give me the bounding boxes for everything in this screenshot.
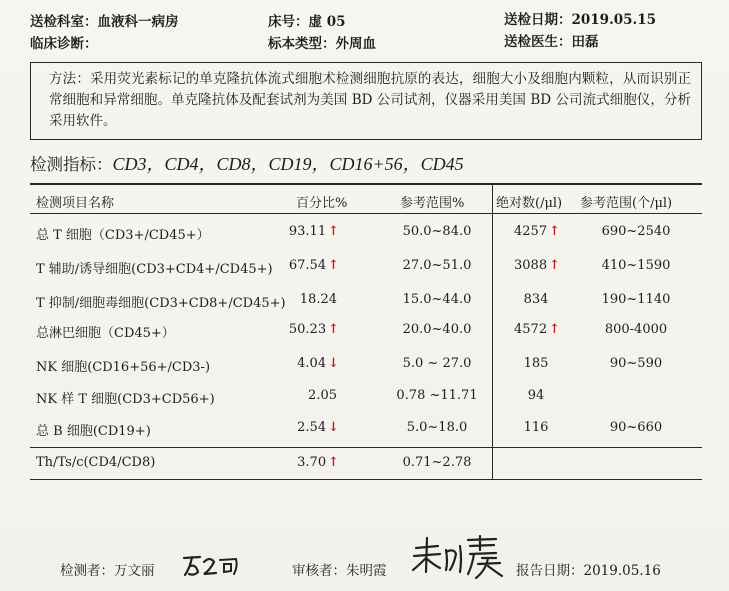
dept-field	[30, 10, 179, 30]
absolute-value: 116	[523, 420, 549, 435]
flag-up-icon: ↑	[328, 322, 339, 337]
sample-label: 标本类型：	[268, 36, 336, 52]
bed-label: 床号：	[268, 14, 309, 30]
row-name: T 辅助/诱导细胞(CD3+CD4+/CD45+)	[36, 262, 273, 277]
percent-value: 67.54	[288, 258, 327, 273]
absolute-value: 94	[527, 388, 545, 403]
header-item-name: 检测项目名称	[36, 196, 115, 211]
absolute-value: 185	[523, 356, 549, 371]
table-header-rule	[30, 213, 702, 214]
row-name: T 抑制/细胞毒细胞(CD3+CD8+/CD45+)	[36, 296, 286, 311]
ratio-value: 3.70	[297, 455, 327, 470]
row-reference: 20.0~40.0	[402, 322, 472, 337]
row-reference: 0.78 ~11.71	[396, 388, 478, 403]
report-date-field	[516, 559, 661, 579]
doctor-value: 田磊	[571, 34, 599, 50]
row-reference: 5.0~18.0	[406, 420, 468, 435]
percent-value: 2.05	[308, 388, 337, 403]
report-date-label: 报告日期：	[516, 563, 584, 579]
send-date-value: 2019.05.15	[571, 12, 657, 28]
row-name: NK 细胞(CD16+56+/CD3-)	[36, 360, 211, 375]
row-reference: 15.0~44.0	[402, 292, 472, 307]
absolute-value: 4572	[514, 322, 548, 337]
row-percent	[277, 356, 339, 371]
percent-value: 18.24	[299, 292, 337, 307]
flag-up-icon: ↑	[328, 258, 339, 273]
row-name: NK 样 T 细胞(CD3+CD56+)	[36, 392, 215, 407]
table-bottom-rule	[30, 479, 702, 480]
method-box	[30, 62, 702, 140]
table-top-rule	[30, 183, 702, 185]
ratio-percent	[277, 455, 339, 470]
bed-value: 虚 05	[308, 14, 346, 30]
ratio-reference: 0.71~2.78	[402, 455, 472, 470]
percent-value: 2.54	[297, 420, 327, 435]
header-reference: 参考范围%	[400, 196, 465, 211]
flag-up-icon: ↑	[549, 224, 560, 239]
flag-up-icon: ↑	[328, 455, 339, 470]
row-absolute	[500, 356, 574, 371]
flag-up-icon: ↑	[549, 322, 560, 337]
flag-down-icon: ↓	[328, 356, 339, 371]
row-absolute-reference: 90~660	[609, 420, 663, 435]
row-absolute	[500, 292, 574, 307]
row-absolute	[500, 224, 574, 239]
row-absolute	[500, 420, 574, 435]
row-reference: 50.0~84.0	[402, 224, 472, 239]
indicator-codes: CD3，CD4，CD8，CD19，CD16+56，CD45	[112, 154, 464, 174]
reviewer-label: 审核者：	[292, 563, 346, 579]
flag-up-icon: ↑	[328, 224, 339, 239]
row-percent	[277, 388, 339, 403]
tester-label: 检测者：	[60, 563, 114, 579]
sample-value: 外周血	[335, 36, 376, 52]
row-absolute-reference: 800-4000	[604, 322, 668, 337]
row-percent	[277, 224, 339, 239]
reviewer-field	[292, 559, 387, 579]
row-absolute-reference: 90~590	[609, 356, 663, 371]
absolute-value: 3088	[514, 258, 548, 273]
report-date-value: 2019.05.16	[583, 563, 661, 579]
send-date-field	[504, 8, 656, 28]
table-ratio-rule	[30, 447, 702, 448]
row-reference: 5.0 ~ 27.0	[402, 356, 472, 371]
header-percent: 百分比%	[296, 196, 348, 211]
row-absolute-reference: 690~2540	[601, 224, 671, 239]
method-text: 方法：采用荧光素标记的单克隆抗体流式细胞术检测细胞抗原的表达，细胞大小及细胞内颗粒，从而识别正常细胞和异常细胞。单克隆抗体及配套试剂为美国 BD 公司试剂，仪器采用美国 BD 公司流式细胞仪，分析采用软件。	[49, 71, 691, 129]
dept-label: 送检科室：	[30, 14, 98, 30]
row-name: 总淋巴细胞（CD45+）	[36, 326, 175, 341]
dept-value: 血液科一病房	[97, 14, 179, 30]
flag-up-icon: ↑	[549, 258, 560, 273]
row-percent	[277, 258, 339, 273]
header-absolute: 绝对数(/μl)	[496, 196, 563, 211]
indicator-label: 检测指标：	[30, 155, 113, 174]
absolute-value: 834	[523, 292, 549, 307]
row-name: 总 B 细胞(CD19+)	[36, 424, 151, 439]
bed-field	[268, 10, 346, 30]
doctor-field	[504, 30, 599, 50]
row-percent	[277, 322, 339, 337]
row-percent	[277, 420, 339, 435]
diag-field	[30, 32, 98, 52]
row-reference: 27.0~51.0	[402, 258, 472, 273]
ratio-name: Th/Ts/c(CD4/CD8)	[36, 455, 156, 470]
row-absolute	[500, 258, 574, 273]
table-column-divider	[492, 183, 493, 480]
reviewer-signature-icon	[410, 532, 506, 582]
absolute-value: 4257	[514, 224, 548, 239]
flag-down-icon: ↓	[328, 420, 339, 435]
percent-value: 50.23	[288, 322, 327, 337]
row-absolute	[500, 388, 574, 403]
sample-field	[268, 32, 376, 52]
tester-field	[60, 559, 155, 579]
row-absolute-reference: 410~1590	[601, 258, 671, 273]
diag-label: 临床诊断：	[30, 36, 98, 52]
tester-name: 万文丽	[114, 563, 155, 579]
row-percent	[277, 292, 339, 307]
indicator-line	[30, 150, 464, 176]
row-absolute-reference: 190~1140	[601, 292, 671, 307]
percent-value: 4.04	[297, 356, 327, 371]
doctor-label: 送检医生：	[504, 34, 572, 50]
tester-signature-icon	[180, 548, 242, 582]
header-absolute-reference: 参考范围(个/μl)	[580, 196, 673, 211]
reviewer-name: 朱明霞	[346, 563, 387, 579]
send-date-label: 送检日期：	[504, 12, 572, 28]
row-name: 总 T 细胞（CD3+/CD45+）	[36, 228, 210, 243]
percent-value: 93.11	[288, 224, 327, 239]
row-absolute	[500, 322, 574, 337]
